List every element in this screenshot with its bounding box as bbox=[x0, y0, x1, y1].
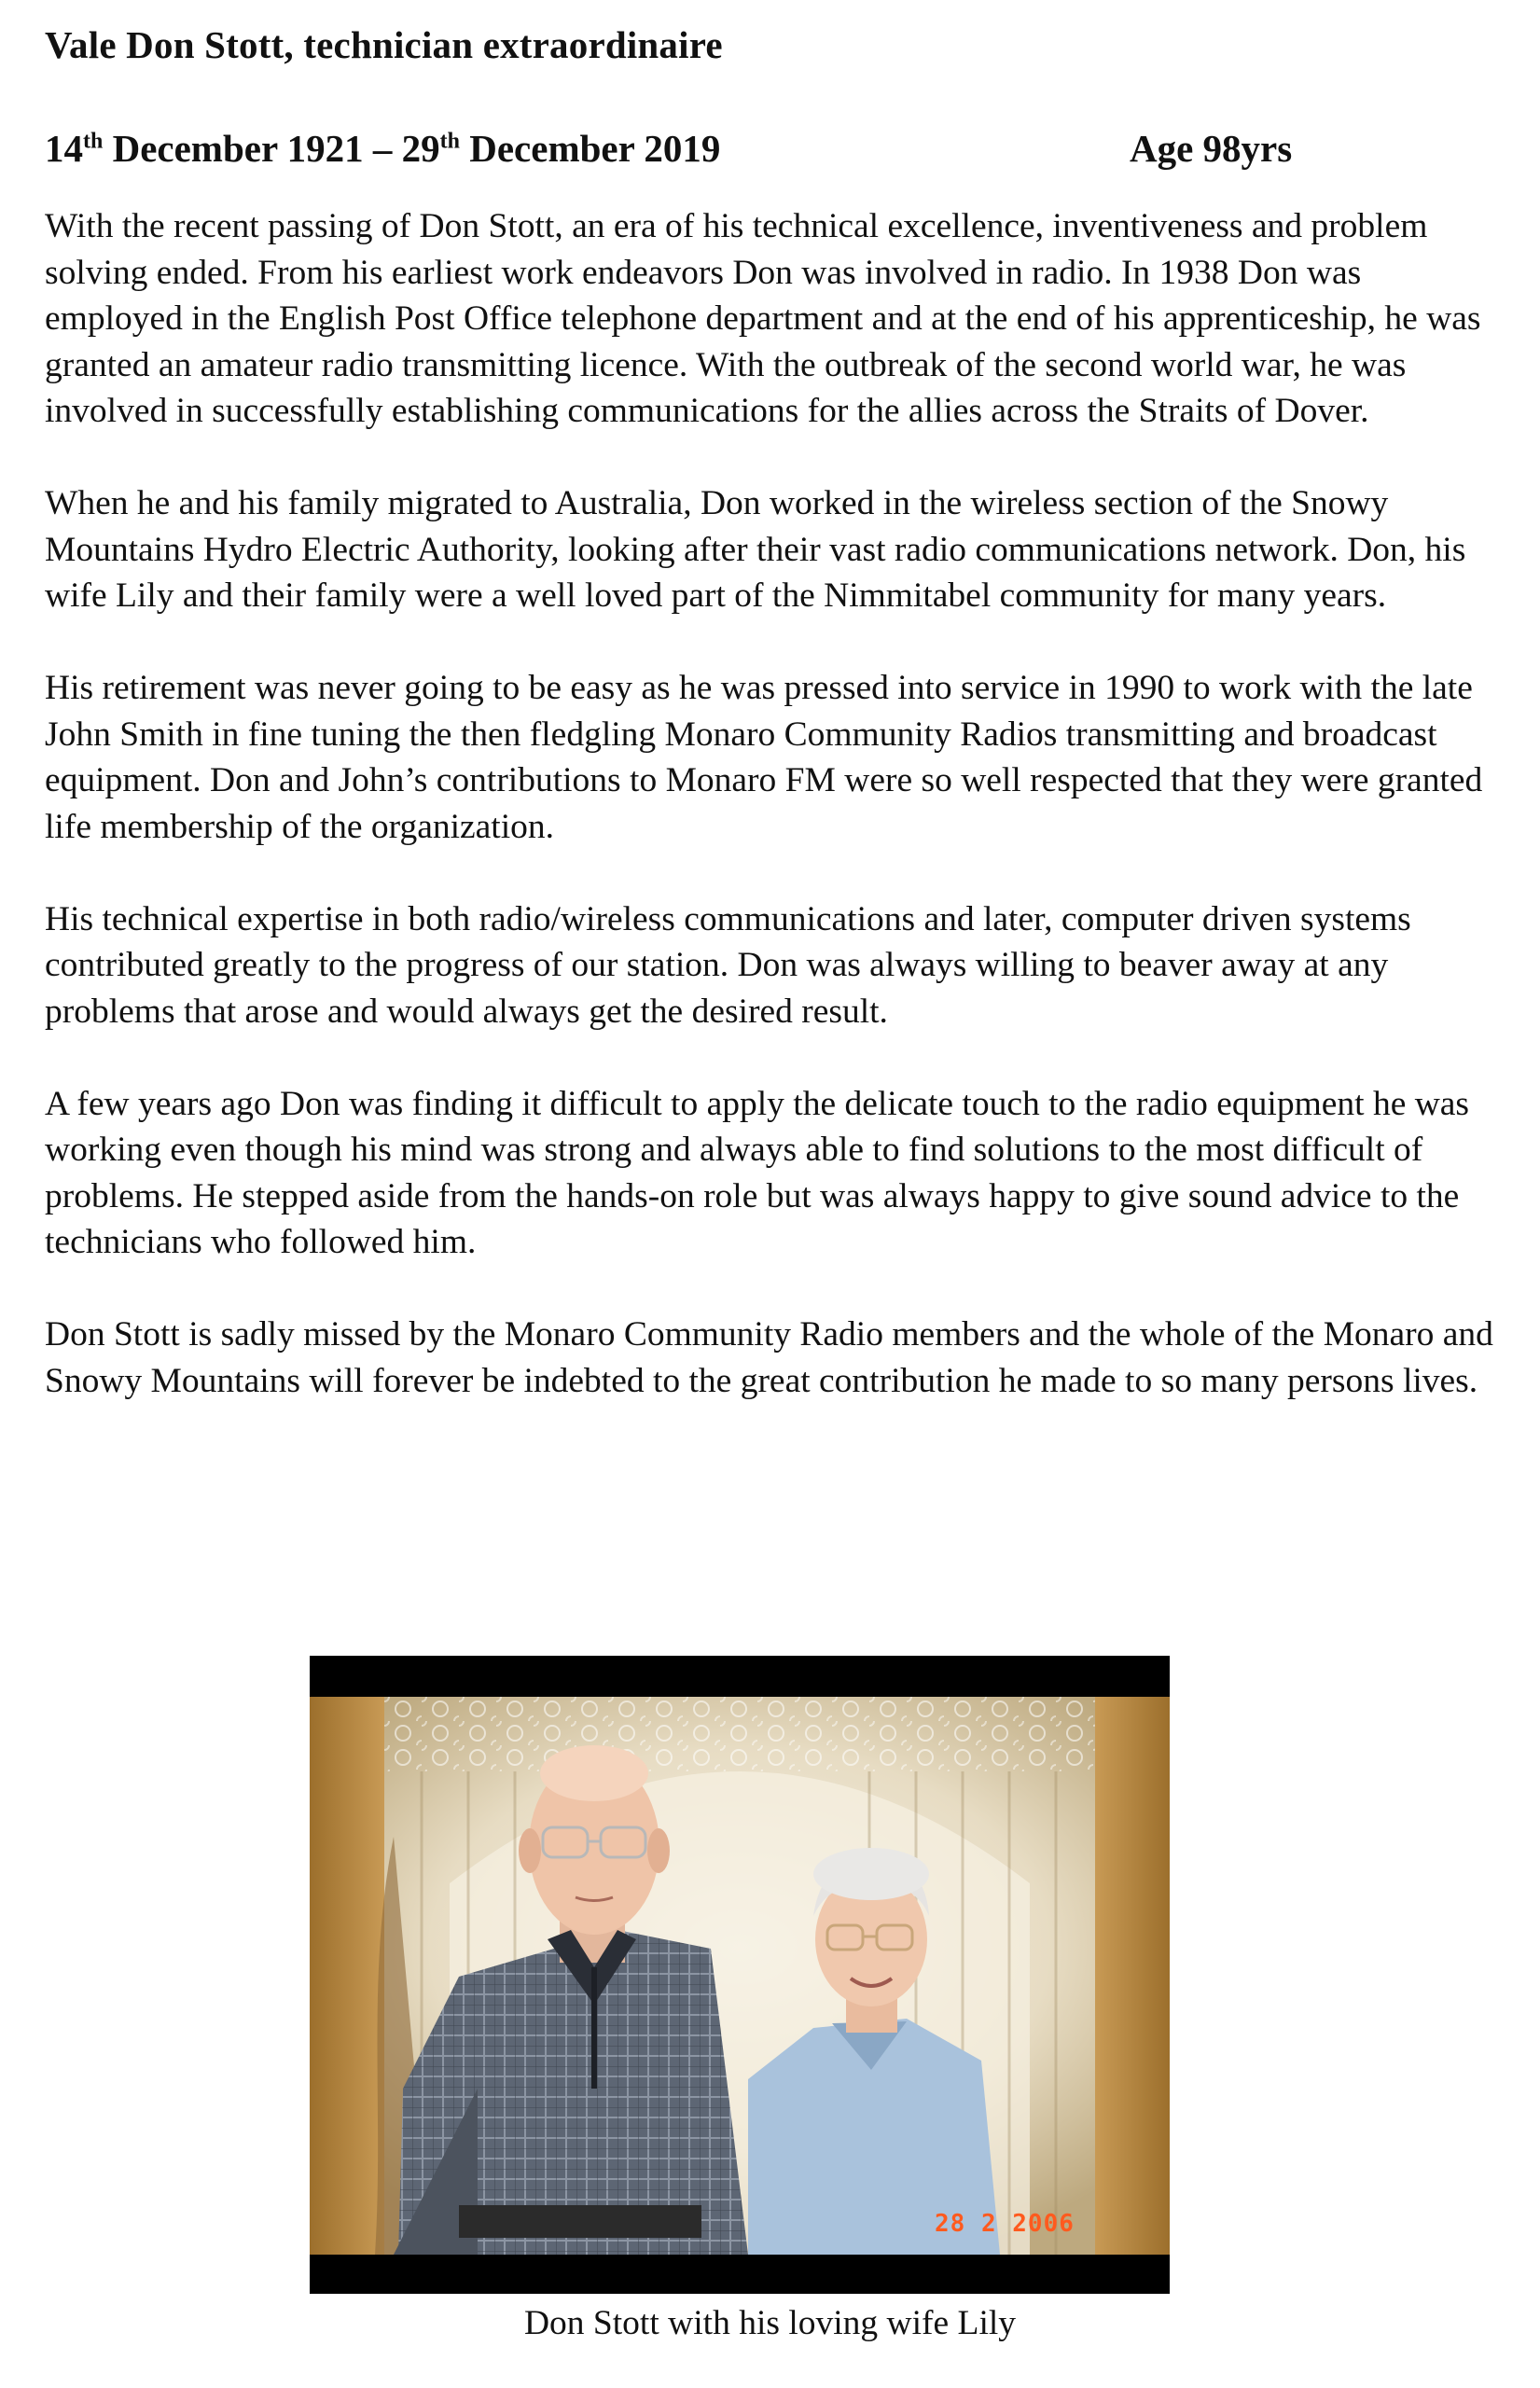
death-day: 29 bbox=[401, 127, 440, 170]
photo-frame bbox=[310, 1656, 1170, 2294]
age-label: Age 98yrs bbox=[1130, 127, 1293, 170]
document-page bbox=[45, 17, 1500, 1404]
paragraph: With the recent passing of Don Stott, an era of his technical excellence, inventiveness and problem solving ended. From his earliest work endeavors Don was involved in radio. In 1938 Don was employed in the English Post Office telephone department and at the end of his apprenticeship, he was granted an amateur radio transmitting licence. With the outbreak of the second world war, he was involved in successfully establishing communications for the allies across the Straits of Dover. bbox=[45, 207, 1481, 430]
body-text bbox=[45, 203, 1500, 1404]
dates-line bbox=[45, 118, 1500, 179]
paragraph: A few years ago Don was finding it difficult to apply the delicate touch to the radio equipment he was working even though his mind was strong and always able to find solutions to the most difficult of problems. He stepped aside from the hands-on role but was always happy to give sound advice to the technicians who followed him. bbox=[45, 1084, 1470, 1261]
paragraph: Don Stott is sadly missed by the Monaro Community Radio members and the whole of the Monaro and Snowy Mountains will forever be indebted to the great contribution he made to so many persons lives. bbox=[45, 1315, 1493, 1400]
death-date-rest: December 2019 bbox=[469, 127, 721, 170]
paragraph: His retirement was never going to be easy as he was pressed into service in 1990 to work with the late John Smith in fine tuning the then fledgling Monaro Community Radios transmitting and broadcast equipment. Don and John’s contributions to Monaro FM were so well respected that they were granted life membership of the organization. bbox=[45, 669, 1483, 846]
photo-caption: Don Stott with his loving wife Lily bbox=[523, 2304, 1017, 2342]
birth-day: 14 bbox=[45, 127, 83, 170]
document-title: Vale Don Stott, technician extraordinaire bbox=[45, 23, 723, 66]
death-day-suffix: th bbox=[439, 129, 460, 154]
paragraph: His technical expertise in both radio/wireless communications and later, computer driven systems contributed greatly to the progress of our station. Don was always willing to beaver away at any problems that arose and would always get the desired result. bbox=[45, 899, 1411, 1031]
paragraph: When he and his family migrated to Australia, Don worked in the wireless section of the Snowy Mountains Hydro Electric Authority, looking after their vast radio communications network. Don, his wife Lily and their family were a well loved part of the Nimmitabel community for many years. bbox=[45, 484, 1466, 615]
photo-illustration bbox=[310, 1697, 1170, 2255]
birth-date-rest: December 1921 – bbox=[112, 127, 393, 170]
birth-day-suffix: th bbox=[83, 129, 104, 154]
life-dates bbox=[45, 127, 720, 170]
photo-don-and-lily bbox=[310, 1697, 1170, 2255]
photo-date-stamp: 28 2 2006 bbox=[935, 2210, 1075, 2238]
